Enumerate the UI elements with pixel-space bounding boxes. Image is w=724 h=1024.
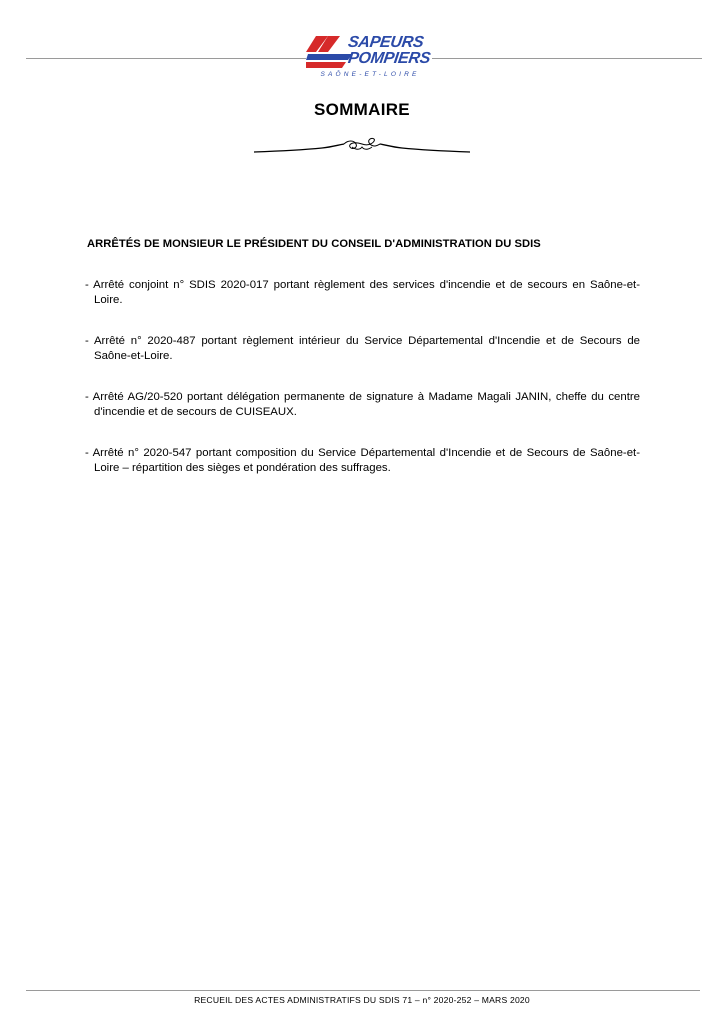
logo-line1: SAPEURS	[346, 34, 425, 51]
toc-item: - Arrêté n° 2020-547 portant composition du Service Départemental d'Incendie et de Secours de Saône-et-Loire – répartition des sièges et pondération des suffrages.	[85, 447, 640, 474]
ornament-flourish-icon	[252, 136, 472, 158]
toc-item: - Arrêté conjoint n° SDIS 2020-017 portant règlement des services d'incendie et de secours en Saône-et-Loire.	[85, 279, 640, 306]
toc-item: - Arrêté n° 2020-487 portant règlement intérieur du Service Départemental d'Incendie et de Secours de Saône-et-Loire.	[85, 335, 640, 362]
sdis-logo	[306, 30, 432, 82]
logo-subtitle: SAÔNE-ET-LOIRE	[320, 71, 420, 78]
section-heading: ARRÊTÉS DE MONSIEUR LE PRÉSIDENT DU CONSEIL D'ADMINISTRATION DU SDIS	[87, 238, 541, 250]
footer-rule	[26, 990, 700, 991]
logo-line2: POMPIERS	[346, 50, 432, 67]
footer-text: RECUEIL DES ACTES ADMINISTRATIFS DU SDIS 71 – n° 2020-252 – MARS 2020	[194, 995, 530, 1005]
page-title: SOMMAIRE	[314, 100, 410, 119]
toc-item: - Arrêté AG/20-520 portant délégation permanente de signature à Madame Magali JANIN, cheffe du centre d'incendie et de secours de CUISEAUX.	[85, 391, 640, 418]
toc-list	[85, 278, 640, 502]
header-rule-left	[26, 58, 306, 59]
header-rule-right	[432, 58, 702, 59]
